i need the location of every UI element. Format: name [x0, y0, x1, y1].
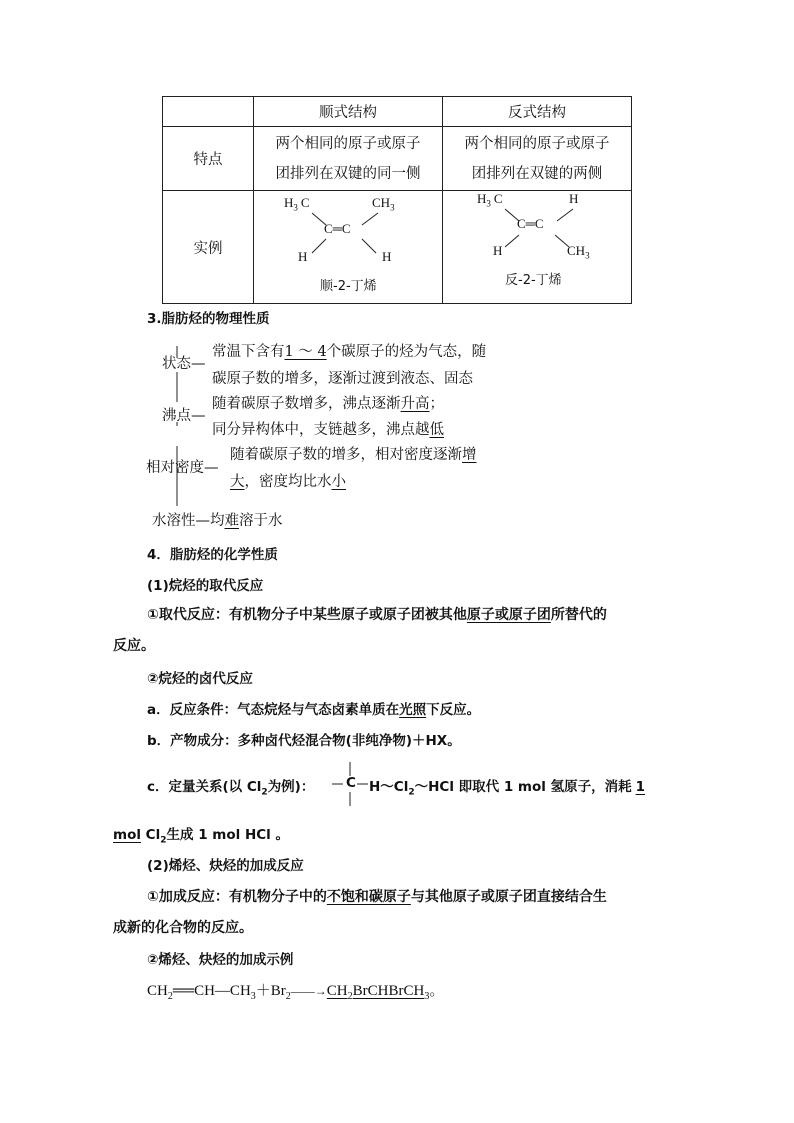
trans-name: 反-2-丁烯 — [505, 273, 562, 288]
feature-trans-line2: 团排列在双键的两侧 — [471, 165, 603, 182]
row-label-feature: 特点 — [163, 127, 254, 191]
product-b: b．产物成分：多种卤代烃混合物(非纯净物)＋HX。 — [147, 733, 461, 749]
cis-trans-table — [162, 96, 632, 304]
alkane-substitution-heading: (1)烷烃的取代反应 — [147, 578, 264, 594]
addition-def-line1: ①加成反应：有机物分子中的不饱和碳原子与其他原子或原子团直接结合生 — [147, 889, 607, 905]
table-header-cis: 顺式结构 — [254, 97, 443, 127]
section4-title: 4．脂肪烃的化学性质 — [147, 547, 278, 563]
feature-cis-line1: 两个相同的原子或原子 — [275, 135, 421, 152]
feature-cis — [254, 127, 443, 191]
boiling-line1: 随着碳原子数增多，沸点逐渐升高； — [212, 396, 444, 412]
quantity-c-line2: mol $Cl_2$生成 1 mol HCl 。 — [113, 827, 289, 846]
example-trans — [443, 191, 632, 304]
density-line1: 随着碳原子数的增多，相对密度逐渐增 — [230, 447, 477, 463]
cis-h3c: $H_3$ C — [284, 195, 310, 213]
table-header-trans: 反式结构 — [443, 97, 632, 127]
quantity-c-rest: $H\sim Cl_2\sim HCl$ 即取代 1 mol 氢原子，消耗 1 — [369, 779, 646, 798]
trans-h-top: H — [569, 191, 579, 206]
state-line2: 碳原子数的增多，逐渐过渡到液态、固态 — [212, 371, 473, 387]
substitution-def-line1: ①取代反应：有机物分子中某些原子或原子团被其他原子或原子团所替代的 — [147, 607, 607, 623]
row-label-example: 实例 — [163, 191, 254, 304]
state-line1: 常温下含有1 ～ 4个碳原子的烃为气态，随 — [212, 344, 487, 360]
addition-equation: $CH_2══CH—CH_3+Br_2——\to CH_2BrCHBrCH_3$。 — [147, 983, 445, 1002]
cis-h-left: H — [298, 249, 308, 264]
addition-example-heading: ②烯烃、炔烃的加成示例 — [147, 952, 294, 968]
feature-trans — [443, 127, 632, 191]
addition-def-line2: 成新的化合物的反应。 — [113, 920, 253, 936]
boiling-line2: 同分异构体中，支链越多，沸点越低 — [212, 422, 444, 438]
example-cis — [254, 191, 443, 304]
halogenation-heading: ②烷烃的卤代反应 — [147, 671, 253, 687]
cis-ch3: $CH_3$ — [372, 195, 395, 213]
cis-2-butene-structure — [254, 191, 442, 303]
trans-ch3: $CH_3$ — [567, 243, 590, 261]
solubility-line: 水溶性—均难溶于水 — [152, 513, 283, 529]
density-line2: 大，密度均比水小 — [230, 474, 346, 490]
cis-name: 顺-2-丁烯 — [320, 279, 377, 294]
feature-trans-line1: 两个相同的原子或原子 — [464, 135, 610, 152]
section3-title: 3.脂肪烃的物理性质 — [147, 311, 270, 327]
trans-2-butene-structure — [443, 191, 631, 303]
quantity-c: c．定量关系(以 $Cl_2$为例)： — [147, 779, 315, 798]
trans-h-left: H — [493, 243, 503, 258]
cis-double-bond: C═C — [324, 221, 351, 236]
trans-double-bond: C═C — [517, 216, 544, 231]
table-corner-cell — [163, 97, 254, 127]
substitution-def-line2: 反应。 — [113, 638, 155, 654]
addition-heading: (2)烯烃、炔烃的加成反应 — [147, 858, 304, 874]
boiling-label: 沸点— — [162, 408, 206, 424]
ch-carbon: C — [346, 775, 356, 791]
density-label: 相对密度— — [146, 460, 219, 476]
trans-h3c: $H_3$ C — [477, 191, 503, 209]
state-label: 状态— — [162, 356, 206, 372]
condition-a: a．反应条件：气态烷烃与气态卤素单质在光照下反应。 — [147, 702, 481, 718]
cis-h-right: H — [382, 249, 392, 264]
feature-cis-line2: 团排列在双键的同一侧 — [275, 165, 421, 182]
